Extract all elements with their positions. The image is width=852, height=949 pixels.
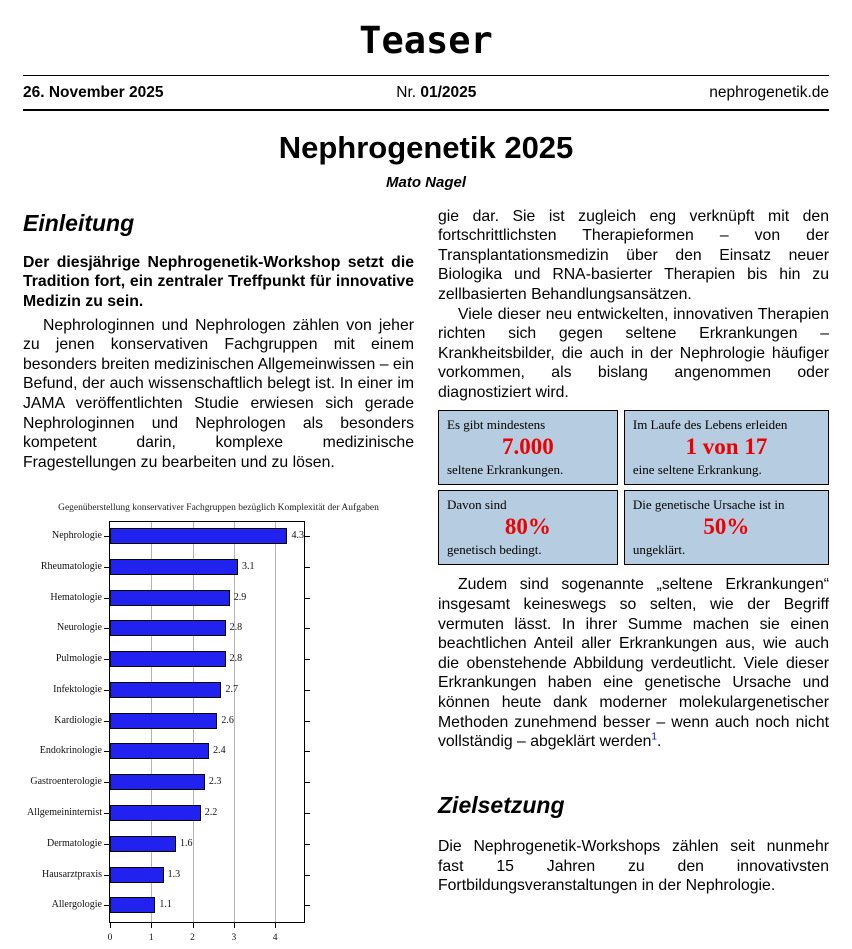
chart-y-tick [305,598,310,599]
chart-x-tick [193,923,194,928]
chart-y-tick [104,875,109,876]
chart-y-tick [305,690,310,691]
chart-category-label: Allgemeininternist [27,806,102,818]
bar-chart [23,502,414,944]
chart-value-label: 1.3 [167,868,181,880]
chart-value-label: 4.3 [291,530,304,542]
chart-x-tick-label: 2 [190,933,195,944]
chart-bar [110,651,226,667]
chart-bar [110,528,287,544]
chart-bar [110,897,155,913]
chart-y-tick [104,659,109,660]
issue-number [396,84,476,102]
chart-y-tick [104,782,109,783]
chart-x-tick-label: 0 [107,933,113,944]
paragraph-text: Zudem sind sogenannte „seltene Erkrankungen“ insgesamt keineswegs so selten, wie der Begriff vermuten lässt. In ihrer Summe machen sie einen beachtlichen Anteil aller Erkrankungen aus, wie auch die obenstehende Abbildung verdeutlicht. Viele dieser Erkrankungen haben eine genetische Ursache und können heute dank moderner molekulargenetischer Methoden zunehmend besser – wenn auch noch nicht vollständig – abgeklärt werden [438,576,829,751]
chart-y-tick [305,536,310,537]
website-url: nephrogenetik.de [709,84,829,101]
body-paragraph: Die Nephrogenetik-Workshops zählen seit nunmehr fast 15 Jahren zu den innovativsten Fortbildungsveranstaltungen in der Nephrologie. [438,838,829,895]
stat-box-top-text: Es gibt mindestens [447,417,546,433]
chart-bar [110,590,230,606]
stat-box-bottom-text: genetisch bedingt. [447,542,542,558]
section-title-einleitung: Einleitung [23,209,135,236]
dateline [23,76,829,109]
chart-x-tick [275,923,276,928]
chart-y-tick [305,751,310,752]
chart-bar [110,713,217,729]
chart-bar [110,836,176,852]
body-paragraph: Nephrologinnen und Nephrologen zählen von jeher zu jenen konservativen Fachgruppen mit einem besonders breiten medizinischen Allgemeinwissen – ein Befund, der auch wissenschaftlich belegt ist. In einer im JAMA veröffentlichten Studie erwiesen sich gerade Nephrologinnen und Nephrologen als besonders kompetent darin, komplexe medizinische Fragestellungen zu bearbeiten und zu lösen. [23,316,414,471]
stat-box-top-text: Die genetische Ursache ist in [632,497,785,513]
chart-y-tick [305,567,310,568]
chart-value-label: 2.9 [233,591,247,603]
stat-box-50-percent [624,490,829,565]
footnote-link[interactable]: 1 [651,731,657,743]
chart-x-tick-label: 1 [148,933,154,944]
stat-box-bottom-text: seltene Erkrankungen. [447,462,564,478]
header-rule-bottom [23,109,829,111]
chart-y-tick [104,905,109,906]
chart-value-label: 2.2 [204,806,218,818]
chart-y-tick [305,782,310,783]
stat-box-value: 1 von 17 [685,434,768,460]
chart-value-label: 2.8 [229,622,243,634]
paragraph-text: . [656,733,662,751]
chart-y-tick [104,844,109,845]
chart-y-tick [104,598,109,599]
chart-y-tick [305,721,310,722]
body-paragraph [438,575,829,751]
stat-box-value: 80% [504,514,551,540]
stat-box-bottom-text: ungeklärt. [632,542,686,558]
issue-date: 26. November 2025 [23,84,164,101]
chart-category-label: Neurologie [57,622,102,634]
masthead [23,0,829,111]
right-column [438,207,829,896]
article-title: Nephrogenetik 2025 [278,130,574,165]
chart-category-label: Hausarztpraxis [42,868,102,880]
chart-bar [110,805,201,821]
lead-paragraph: Der diesjährige Nephrogenetik-Workshop setzt die Tradition fort, ein zentraler Treffpunkt für innovative Medizin zu sein. [23,253,414,311]
chart-y-tick [305,628,310,629]
chart-x-tick [110,923,111,928]
chart-title: Gegenüberstellung konservativer Fachgruppen bezüglich Komplexität der Aufgaben [58,502,379,513]
chart-category-label: Kardiologie [54,714,102,726]
chart-bar [110,559,238,575]
chart-value-label: 2.6 [221,714,234,726]
chart-category-label: Rheumatologie [40,560,102,572]
chart-value-label: 2.8 [229,653,243,665]
stat-box-bottom-text: eine seltene Erkrankung. [632,462,762,478]
chart-y-tick [104,813,109,814]
chart-bar [110,620,226,636]
chart-value-label: 1.6 [180,837,193,849]
chart-bar [110,774,205,790]
chart-y-tick [305,875,310,876]
issue-value: 01/2025 [420,84,477,101]
chart-value-label: 2.7 [225,683,238,695]
left-column [23,207,414,944]
chart-category-label: Allergologie [51,899,102,911]
stat-box-value: 50% [703,514,750,540]
stat-box-7000 [438,410,618,485]
stat-boxes [438,410,829,565]
two-column-layout [23,207,829,944]
section-title-zielsetzung: Zielsetzung [438,791,565,818]
chart-x-tick-label: 4 [272,933,278,944]
chart-y-tick [104,751,109,752]
chart-value-label: 3.1 [241,560,255,572]
stat-box-top-text: Davon sind [447,497,507,513]
chart-category-label: Dermatologie [47,837,102,849]
chart-category-label: Nephrologie [52,530,102,542]
chart-x-tick [151,923,152,928]
chart-y-tick [104,721,109,722]
chart-value-label: 1.1 [159,899,172,911]
chart-category-label: Hematologie [50,591,102,603]
stat-box-80-percent [438,490,618,565]
chart-category-label: Infektologie [53,683,102,695]
chart-bar [110,743,209,759]
chart-value-label: 2.3 [208,776,222,788]
article-author: Mato Nagel [385,173,466,191]
chart-y-tick [305,905,310,906]
body-paragraph: Viele dieser neu entwickelten, innovativen Therapien richten sich gegen seltene Erkrankungen – Krankheitsbilder, die auch in der Nephrologie häufiger vorkommen, als bislang angenommen oder diagnostiziert wird. [438,305,829,401]
bar-chart-plot [27,521,305,944]
chart-gridline [234,522,235,922]
chart-bar [110,867,164,883]
stat-box-top-text: Im Laufe des Lebens erleiden [632,417,788,433]
chart-x-tick [234,923,235,928]
chart-gridline [275,522,276,922]
chart-y-tick [104,567,109,568]
chart-x-tick-label: 3 [231,933,237,944]
chart-category-label: Gastroenterologie [30,776,102,788]
stat-box-1-von-17 [624,410,829,485]
chart-y-tick [305,813,310,814]
masthead-title: Teaser [359,19,493,62]
body-paragraph: gie dar. Sie ist zugleich eng verknüpft mit den fortschrittlichsten Therapieformen – von der Transplantationsmedizin über den Einsatz neuer Biologika und RNA-basierter Therapien bis hin zu zellbasierten Behandlungsansätzen. [438,207,829,303]
chart-y-tick [305,844,310,845]
chart-y-tick [104,536,109,537]
chart-bar [110,682,221,698]
chart-y-tick [104,628,109,629]
chart-y-tick [104,690,109,691]
chart-category-label: Endokrinologie [39,745,102,757]
stat-box-value: 7.000 [502,434,554,460]
issue-prefix: Nr. [396,84,421,101]
chart-value-label: 2.4 [213,745,226,757]
chart-y-tick [305,659,310,660]
chart-category-label: Pulmologie [55,653,102,665]
